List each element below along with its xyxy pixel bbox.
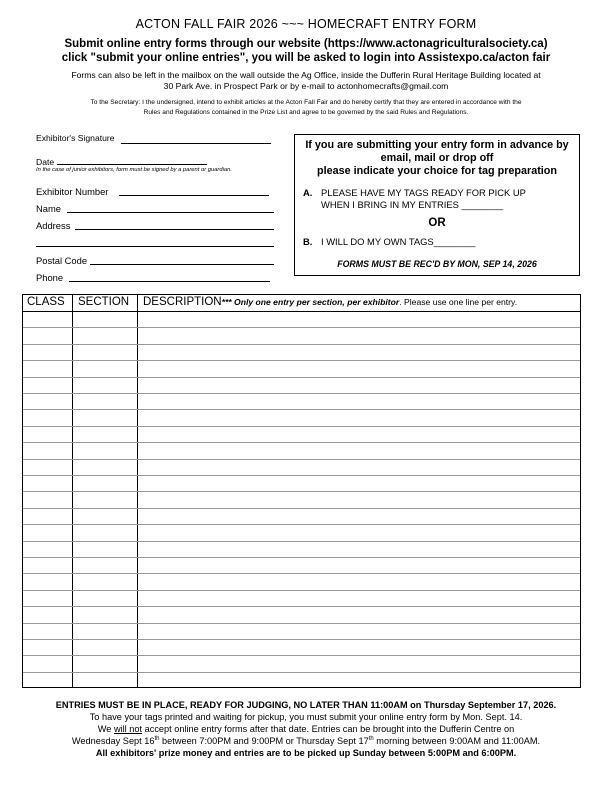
column-header-class: CLASS	[27, 296, 65, 308]
signature-field[interactable]	[121, 143, 271, 144]
table-row-rule	[23, 557, 580, 558]
or-label: OR	[428, 217, 446, 229]
option-b-text[interactable]: I WILL DO MY OWN TAGS________	[321, 236, 476, 247]
address-field-line1[interactable]	[75, 229, 274, 230]
footer-emphasis: will not	[113, 724, 143, 734]
mailbox-instructions-line2: 30 Park Ave. in Prospect Park or by e-mail to actonhomecrafts@gmail.com	[163, 81, 449, 91]
table-row-rule	[23, 541, 580, 542]
footer-text: Wednesday Sept 16	[71, 736, 155, 747]
form-title: ACTON FALL FAIR 2026 ~~~ HOMECRAFT ENTRY FORM	[135, 17, 477, 31]
footer-dropoff-line1	[0, 724, 612, 734]
date-label: Date	[36, 157, 55, 167]
table-row-rule	[23, 409, 580, 410]
table-row-rule	[23, 573, 580, 574]
footer-ordinal: th	[154, 736, 160, 742]
secretary-declaration-line2: Rules and Regulations contained in the Prize List and agree to be governed by the said Rules and Regulations.	[143, 109, 469, 116]
table-row-rule	[23, 360, 580, 361]
table-row-rule	[23, 590, 580, 591]
table-row-rule	[23, 426, 580, 427]
exhibitor-number-field[interactable]	[119, 195, 269, 196]
name-field[interactable]	[67, 212, 274, 213]
column-header-section: SECTION	[78, 296, 130, 308]
option-a-letter: A.	[303, 187, 313, 198]
table-row-rule	[23, 672, 580, 673]
option-a-text-line2[interactable]: WHEN I BRING IN MY ENTRIES ________	[321, 199, 504, 210]
footer-online-deadline: To have your tags printed and waiting for pickup, you must submit your online entry form by Mon. Sept. 14.	[89, 712, 523, 722]
postal-code-field[interactable]	[90, 264, 274, 265]
table-row-rule	[23, 377, 580, 378]
tag-preparation-box	[294, 134, 580, 276]
footer-pickup: All exhibitors' prize money and entries are to be picked up Sunday between 5:00PM and 6:00PM.	[95, 748, 517, 758]
name-label: Name	[36, 203, 62, 214]
table-row-rule	[23, 655, 580, 656]
signature-label: Exhibitor's Signature	[36, 133, 115, 143]
footer-ordinal: th	[368, 736, 374, 742]
junior-note: In the case of junior exhibitors, form must be signed by a parent or guardian.	[36, 167, 232, 173]
table-row-rule	[23, 491, 580, 492]
footer-deadline: ENTRIES MUST BE IN PLACE, READY FOR JUDGING, NO LATER THAN 11:00AM on Thursday September 17, 2026.	[55, 700, 557, 710]
address-label: Address	[36, 220, 71, 231]
phone-label: Phone	[36, 272, 64, 283]
secretary-declaration-line1: To the Secretary: I the undersigned, intend to exhibit articles at the Acton Fall Fair and do hereby certify that they are entered in accordance with the	[90, 99, 522, 106]
online-instructions-line2: click "submit your online entries", you will be asked to login into Assistexpo.ca/acton fair	[61, 52, 551, 64]
phone-field[interactable]	[69, 281, 270, 282]
table-row-rule	[23, 459, 580, 460]
entry-table	[22, 294, 581, 688]
description-note-bold: *** Only one entry per section, per exhibitor	[221, 297, 400, 307]
option-b-letter: B.	[303, 236, 313, 247]
date-field[interactable]	[57, 164, 207, 165]
footer-text: We	[97, 724, 114, 734]
footer-text: morning between 9:00AM and 11:00AM.	[373, 736, 541, 747]
postal-code-label: Postal Code	[36, 255, 88, 266]
mailbox-instructions-line1: Forms can also be left in the mailbox on the wall outside the Ag Office, inside the Dufferin Rural Heritage Building located at	[71, 70, 541, 80]
table-row-rule	[23, 442, 580, 443]
table-row-rule	[23, 327, 580, 328]
table-row-rule	[23, 524, 580, 525]
table-row-rule	[23, 344, 580, 345]
table-row-rule	[23, 393, 580, 394]
description-label: DESCRIPTION	[143, 296, 222, 308]
table-row-rule	[23, 606, 580, 607]
tag-box-heading1: If you are submitting your entry form in advance by	[305, 139, 569, 151]
exhibitor-number-label: Exhibitor Number	[36, 186, 109, 197]
footer-dropoff-line2	[0, 736, 612, 746]
table-row-rule	[23, 475, 580, 476]
table-row-rule	[23, 508, 580, 509]
tag-box-heading3: please indicate your choice for tag preparation	[317, 165, 557, 177]
option-a-text-line1: PLEASE HAVE MY TAGS READY FOR PICK UP	[321, 187, 526, 198]
column-header-description	[143, 296, 517, 308]
description-note-rest: . Please use one line per entry.	[399, 297, 518, 307]
footer-text: between 7:00PM and 9:00PM or Thursday Sept 17	[159, 736, 369, 747]
table-row-rule	[23, 639, 580, 640]
tag-box-heading2: email, mail or drop off	[380, 152, 494, 164]
table-header-rule	[23, 311, 580, 312]
address-field-line2[interactable]	[36, 246, 274, 247]
table-row-rule	[23, 623, 580, 624]
deadline-note: FORMS MUST BE REC'D BY MON, SEP 14, 2026	[337, 259, 537, 269]
footer-text: accept online entry forms after that date. Entries can be brought into the Dufferin Centre on	[142, 724, 515, 734]
online-instructions-line1: Submit online entry forms through our website (https://www.actonagriculturalsociety.ca)	[64, 38, 548, 50]
